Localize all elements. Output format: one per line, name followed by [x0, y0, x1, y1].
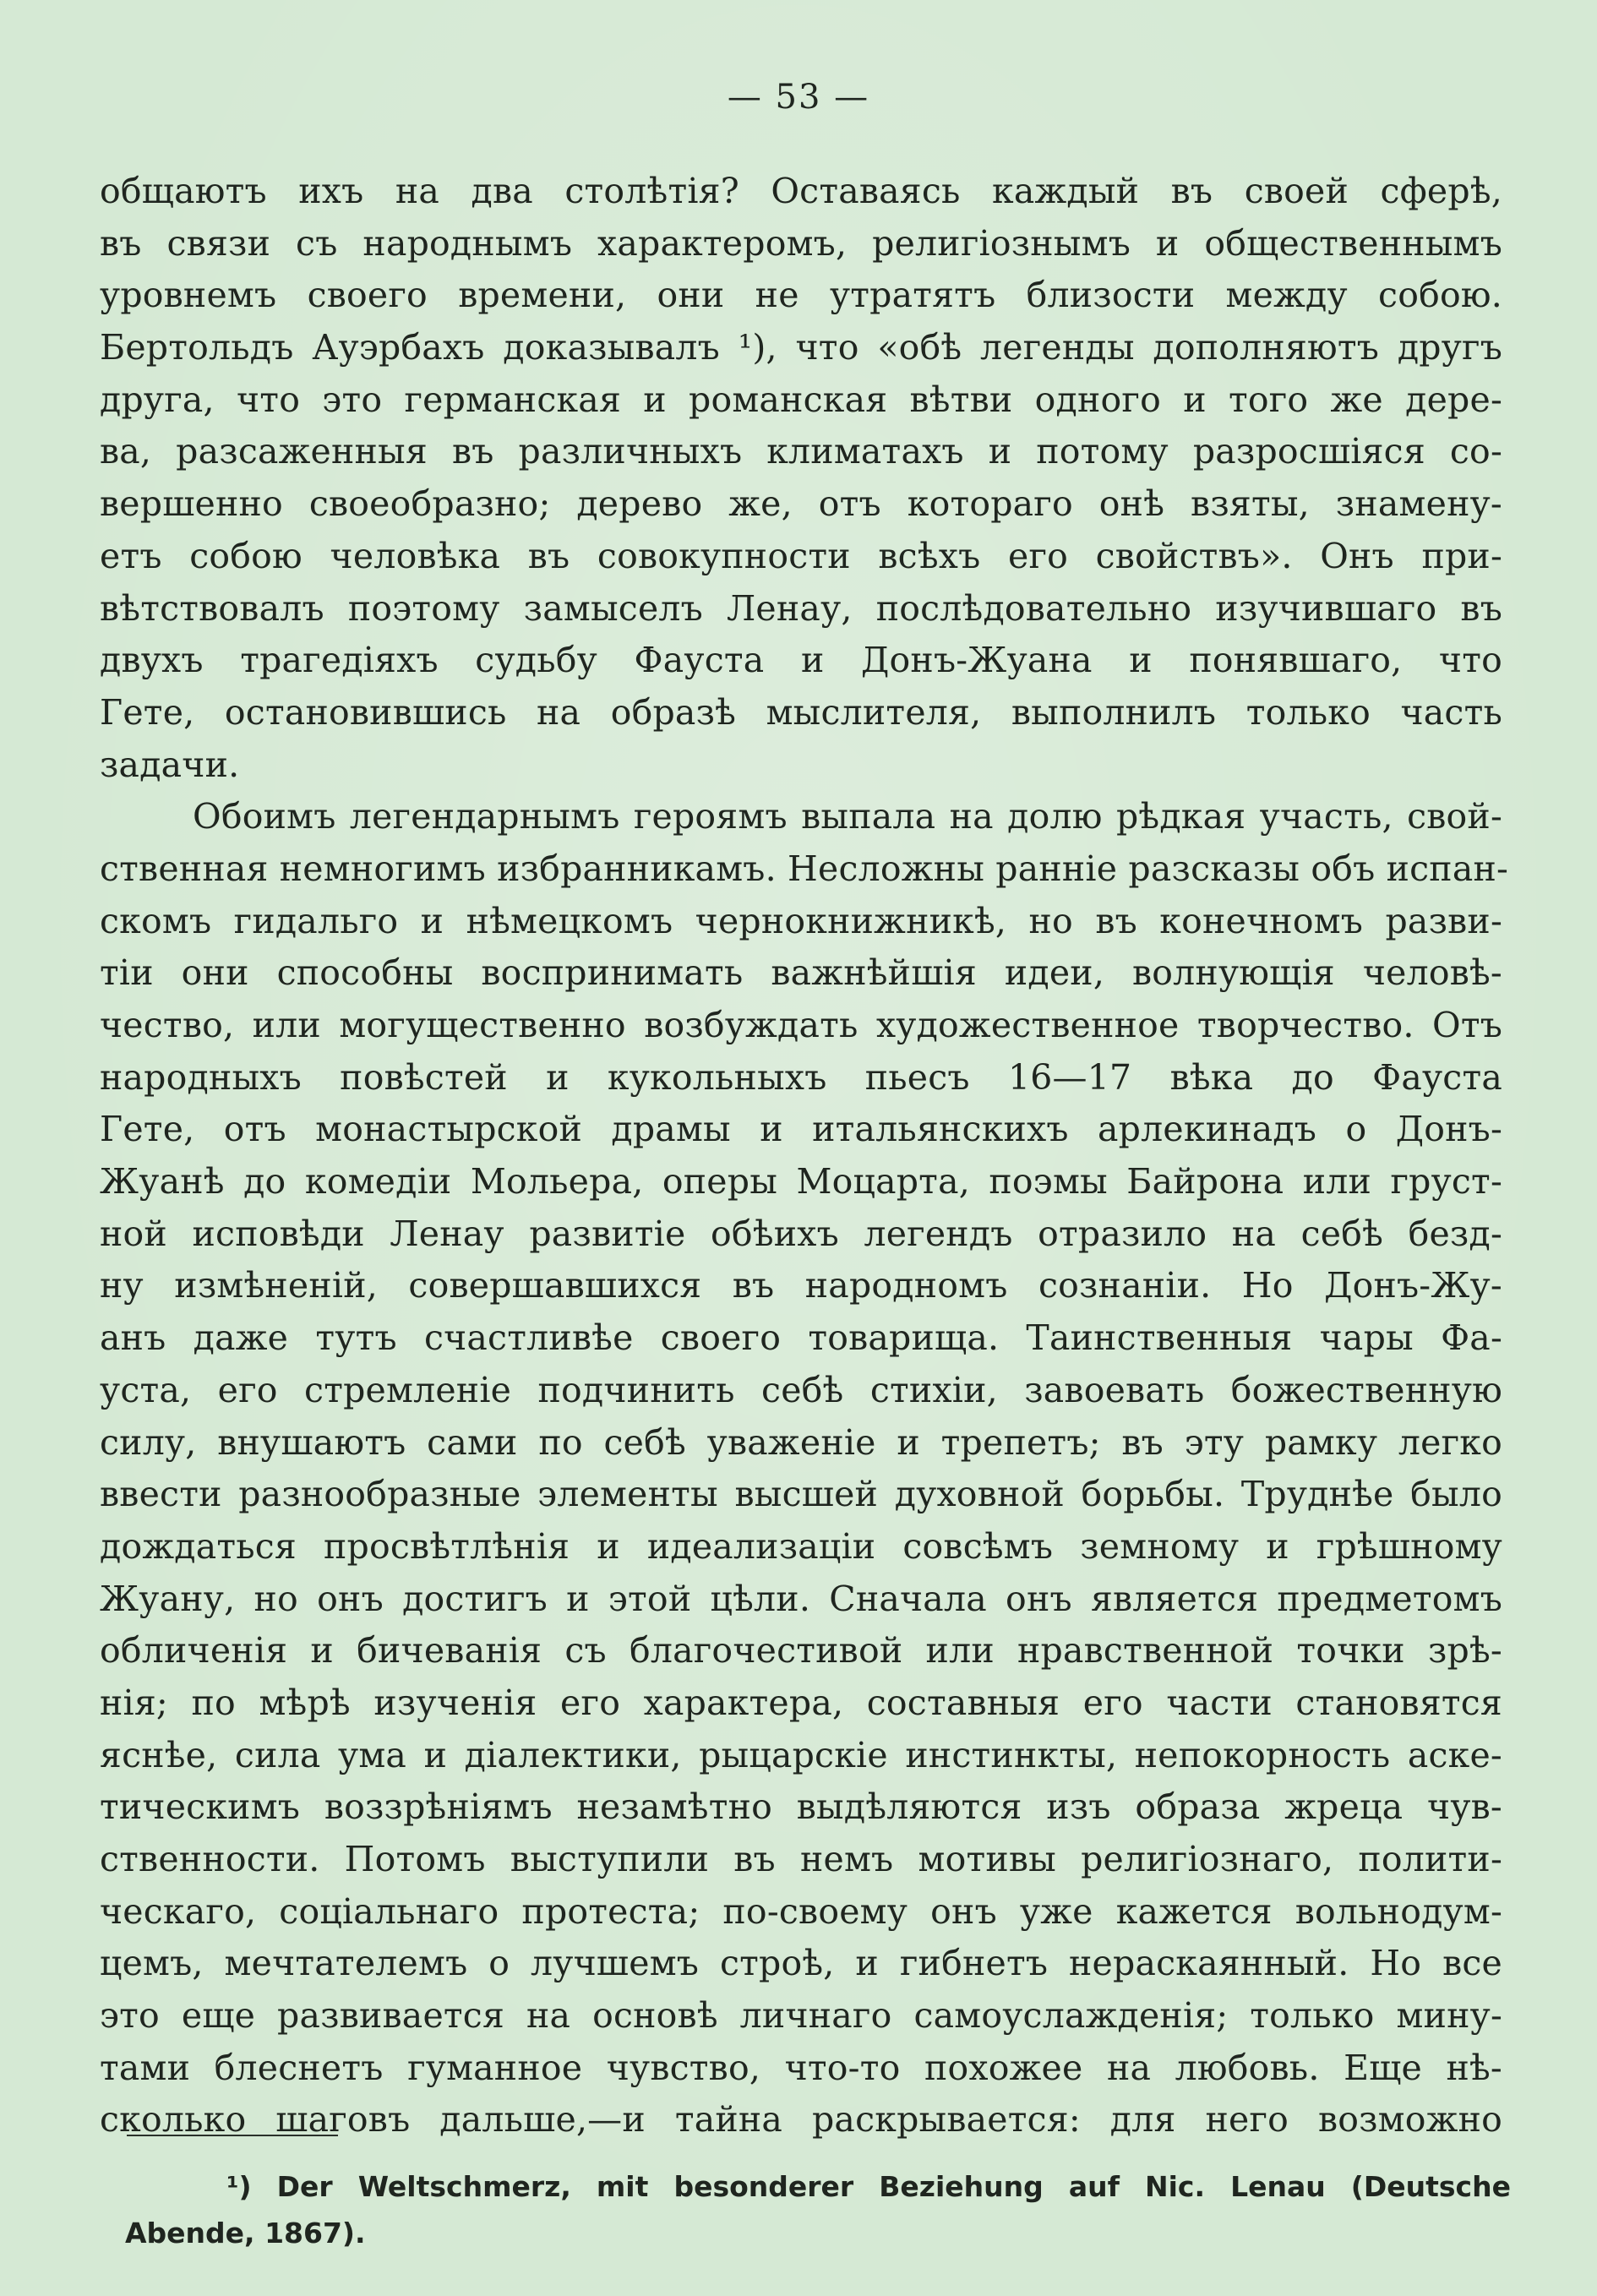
- text-line: ственная немногимъ избранникамъ. Несложны ранніе разсказы объ испан-: [100, 848, 1509, 889]
- text-line: чество, или могущественно возбуждать художественное творчество. Отъ: [100, 1005, 1502, 1045]
- paragraph-end-line: задачи.: [100, 744, 240, 785]
- text-line: Бертольдъ Ауэрбахъ доказывалъ ¹), что «обѣ легенды дополняютъ другъ: [100, 327, 1502, 368]
- text-line: Жуану, но онъ достигъ и этой цѣли. Сначала онъ является предметомъ: [100, 1578, 1502, 1619]
- text-line: двухъ трагедіяхъ судьбу Фауста и Донъ-Жуана и понявшаго, что: [100, 640, 1502, 681]
- text-line: ввести разнообразные элементы высшей духовной борьбы. Труднѣе было: [100, 1474, 1502, 1515]
- text-line: это еще развивается на основѣ личнаго самоуслажденія; только мину-: [100, 1995, 1502, 2037]
- text-line: Жуанѣ до комедіи Мольера, оперы Моцарта, поэмы Байрона или груст-: [100, 1161, 1502, 1203]
- text-line: сколько шаговъ дальше,—и тайна раскрывается: для него возможно: [100, 2099, 1502, 2141]
- text-line: ческаго, соціальнаго протеста; по-своему онъ уже кажется вольнодум-: [100, 1890, 1502, 1932]
- text-line: скомъ гидальго и нѣмецкомъ чернокнижникѣ, но въ конечномъ разви-: [100, 900, 1502, 941]
- text-line: ной исповѣди Ленау развитіе обѣихъ легендъ отразило на себѣ безд-: [100, 1213, 1502, 1254]
- text-line: Гете, отъ монастырской драмы и итальянскихъ арлекинадъ о Донъ-: [100, 1109, 1502, 1150]
- text-line: уровнемъ своего времени, они не утратятъ близости между собою.: [100, 275, 1502, 316]
- body-text: [100, 166, 1509, 2146]
- text-line: тами блеснетъ гуманное чувство, что-то похожее на любовь. Еще нѣ-: [100, 2047, 1502, 2088]
- footnote: [125, 2163, 1511, 2256]
- text-line: ну измѣненій, совершавшихся въ народномъ сознаніи. Но Донъ-Жу-: [100, 1265, 1502, 1306]
- text-line: нія; по мѣрѣ изученія его характера, составныя его части становятся: [100, 1682, 1502, 1723]
- text-line: анъ даже тутъ счастливѣе своего товарища. Таинственныя чары Фа-: [100, 1317, 1502, 1359]
- text-line: друга, что это германская и романская вѣтви одного и того же дере-: [100, 379, 1502, 420]
- text-line: тіи они способны воспринимать важнѣйшія идеи, волнующія человѣ-: [100, 952, 1502, 994]
- text-line: вѣтствовалъ поэтому замыселъ Ленау, послѣдовательно изучившаго въ: [100, 587, 1502, 629]
- text-line: Гете, остановившись на образѣ мыслителя, выполнилъ только часть: [100, 691, 1502, 733]
- text-line: вершенно своеобразно; дерево же, отъ котораго онѣ взяты, знамену-: [100, 483, 1502, 525]
- text-line: ва, разсаженныя въ различныхъ климатахъ и потому разросшіяся со-: [100, 431, 1502, 472]
- text-line: яснѣе, сила ума и діалектики, рыцарскіе инстинкты, непокорность аске-: [100, 1734, 1502, 1775]
- footnote-line: Abende, 1867).: [125, 2217, 366, 2250]
- text-line: уста, его стремленіе подчинить себѣ стихіи, завоевать божественную: [100, 1369, 1502, 1410]
- text-line: етъ собою человѣка въ совокупности всѣхъ его свойствъ». Онъ при-: [100, 535, 1502, 576]
- text-line: ственности. Потомъ выступили въ немъ мотивы религіознаго, полити-: [100, 1839, 1502, 1879]
- text-line: цемъ, мечтателемъ о лучшемъ строѣ, и гибнетъ нераскаянный. Но все: [100, 1943, 1502, 1984]
- text-line: общаютъ ихъ на два столѣтія? Оставаясь каждый въ своей сферѣ,: [100, 171, 1502, 211]
- page-number: — 53 —: [727, 78, 870, 117]
- footnote-divider: [127, 2135, 338, 2136]
- paragraph-start-line: Обоимъ легендарнымъ героямъ выпала на долю рѣдкая участь, свой-: [193, 796, 1502, 837]
- text-line: народныхъ повѣстей и кукольныхъ пьесъ 16—17 вѣка до Фауста: [100, 1056, 1502, 1098]
- text-line: силу, внушаютъ сами по себѣ уваженіе и трепетъ; въ эту рамку легко: [100, 1421, 1502, 1463]
- text-line: обличенія и бичеванія съ благочестивой или нравственной точки зрѣ-: [100, 1630, 1502, 1672]
- text-line: дождаться просвѣтлѣнія и идеализаціи совсѣмъ земному и грѣшному: [100, 1525, 1502, 1567]
- text-line: въ связи съ народнымъ характеромъ, религіознымъ и общественнымъ: [100, 222, 1502, 264]
- footnote-line: ¹) Der Weltschmerz, mit besonderer Beziehung auf Nic. Lenau (Deutsche: [226, 2170, 1511, 2203]
- text-line: тическимъ воззрѣніямъ незамѣтно выдѣляются изъ образа жреца чув-: [100, 1786, 1502, 1828]
